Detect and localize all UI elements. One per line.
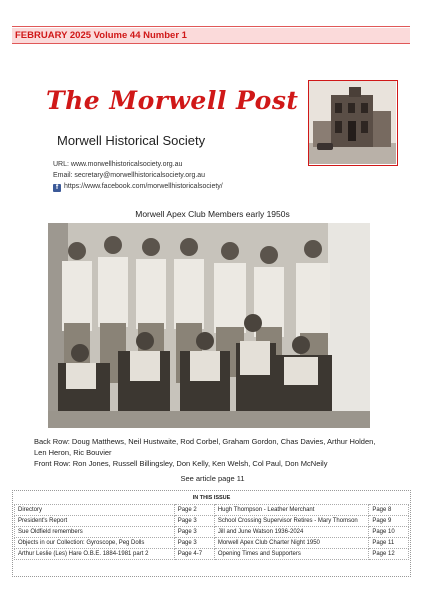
contents-page: Page 4-7 — [174, 549, 214, 560]
contents-item[interactable]: Morwell Apex Club Charter Night 1950 — [214, 538, 369, 549]
contents-item[interactable]: Objects in our Collection: Gyroscope, Peg Dolls — [15, 538, 175, 549]
banner-bottom-rule — [12, 43, 410, 44]
contents-page: Page 9 — [369, 516, 409, 527]
contents-page: Page 10 — [369, 527, 409, 538]
contents-page: Page 3 — [174, 538, 214, 549]
contents-item[interactable]: Arthur Leslie (Les) Hare O.B.E. 1884-1981 part 2 — [15, 549, 175, 560]
contents-item[interactable]: Directory — [15, 505, 175, 516]
contents-page: Page 12 — [369, 549, 409, 560]
contents-row — [15, 538, 409, 549]
contents-table — [14, 504, 409, 560]
photo-caption: Morwell Apex Club Members early 1950s — [135, 209, 290, 219]
back-row-names-cont: Len Heron, Ric Bouvier — [34, 448, 112, 457]
website-url[interactable]: URL: www.morwellhistoricalsociety.org.au — [53, 161, 183, 168]
contents-item[interactable]: Hugh Thompson - Leather Merchant — [214, 505, 369, 516]
back-row-names: Back Row: Doug Matthews, Neil Hustwaite, Rod Corbel, Graham Gordon, Chas Davies, Arthur Holden, — [34, 437, 376, 446]
masthead-title: The Morwell Post — [46, 86, 299, 115]
contents-title: IN THIS ISSUE — [192, 495, 231, 501]
see-article-note: See article page 11 — [180, 474, 245, 483]
banner-top-rule — [12, 26, 410, 27]
contents-row — [15, 549, 409, 560]
contents-row — [15, 505, 409, 516]
contents-item[interactable]: School Crossing Supervisor Retires - Mary Thomson — [214, 516, 369, 527]
contents-item[interactable]: Opening Times and Supporters — [214, 549, 369, 560]
front-row-names: Front Row: Ron Jones, Russell Billingsley, Don Kelly, Ken Welsh, Col Paul, Don McNeily — [34, 459, 328, 468]
contents-page: Page 11 — [369, 538, 409, 549]
contents-page: Page 3 — [174, 516, 214, 527]
email-address[interactable]: Email: secretary@morwellhistoricalsociety.org.au — [53, 172, 206, 179]
group-photo-illustration — [48, 223, 370, 428]
contents-page: Page 2 — [174, 505, 214, 516]
contents-row — [15, 516, 409, 527]
facebook-link[interactable]: https://www.facebook.com/morwellhistoricalsociety/ — [64, 183, 223, 190]
contents-item[interactable]: President's Report — [15, 516, 175, 527]
contents-row — [15, 527, 409, 538]
building-illustration — [309, 81, 396, 164]
contents-item[interactable]: Sue Oldfield remembers — [15, 527, 175, 538]
facebook-icon: f — [53, 184, 61, 192]
contents-item[interactable]: Jill and June Watson 1936-2024 — [214, 527, 369, 538]
contents-page: Page 8 — [369, 505, 409, 516]
building-photo — [308, 80, 398, 166]
society-name: Morwell Historical Society — [57, 133, 206, 148]
issue-banner: FEBRUARY 2025 Volume 44 Number 1 — [12, 28, 410, 43]
contents-page: Page 3 — [174, 527, 214, 538]
apex-club-photo — [48, 223, 370, 428]
